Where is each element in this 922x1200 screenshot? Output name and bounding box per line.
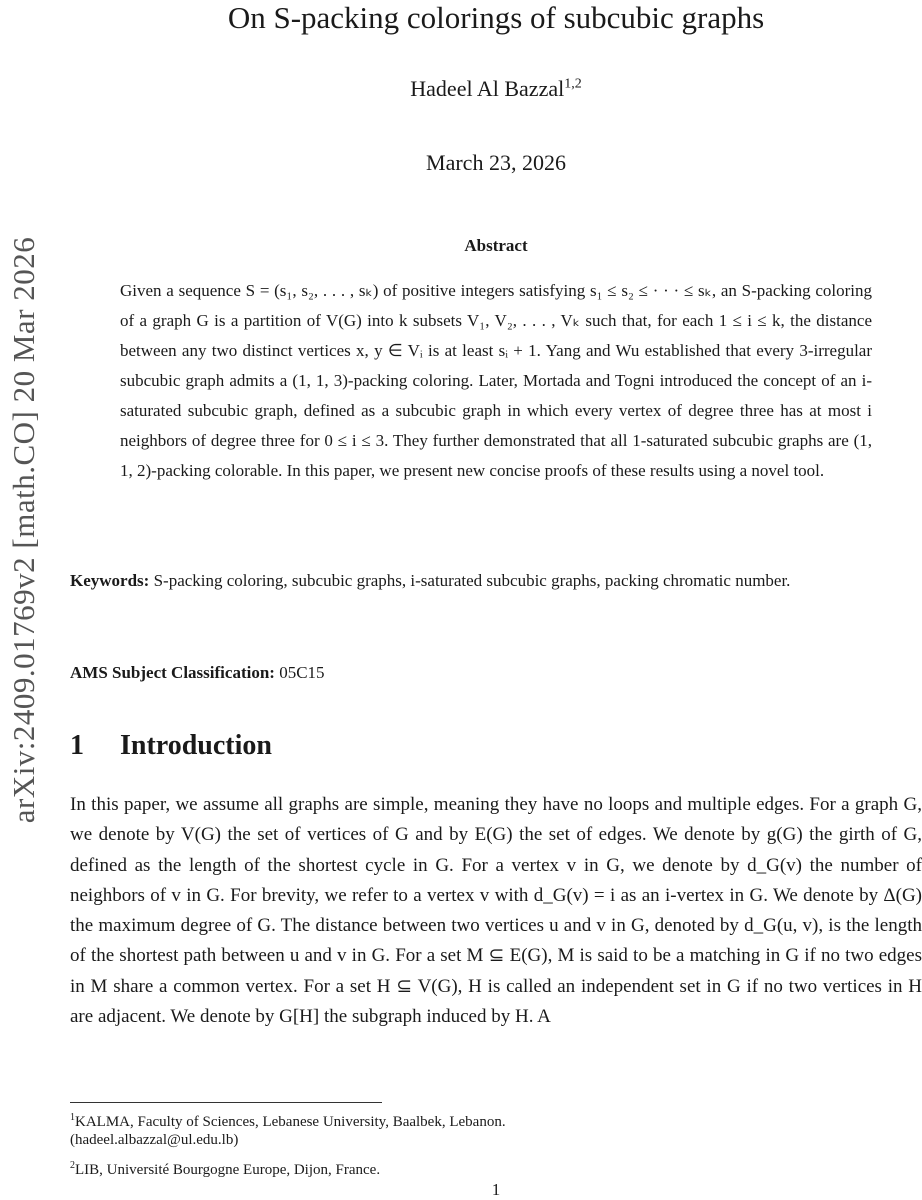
footnote-1-email: (hadeel.albazzal@ul.edu.lb) (70, 1132, 239, 1148)
author-name: Hadeel Al Bazzal (410, 76, 565, 101)
keywords-label: Keywords: (70, 571, 150, 590)
ams-label: AMS Subject Classification: (70, 663, 275, 682)
ams-classification (70, 658, 922, 688)
paper-title: On S-packing colorings of subcubic graphs (227, 0, 765, 35)
footnote-2-mark: 2 (70, 1160, 75, 1171)
footnote-1 (70, 1108, 922, 1132)
section-title: Introduction (120, 730, 272, 761)
footnote-1-text: KALMA, Faculty of Sciences, Lebanese University, Baalbek, Lebanon. (75, 1114, 506, 1130)
arxiv-side-identifier (0, 195, 48, 865)
footnote-2 (70, 1156, 922, 1180)
footnote-rule (70, 1102, 382, 1103)
footnote-2-text: LIB, Université Bourgogne Europe, Dijon, France. (75, 1162, 381, 1178)
page-number: 1 (491, 1180, 501, 1199)
author-affiliation-marks: 1,2 (564, 76, 582, 92)
keywords (70, 566, 922, 596)
abstract-heading: Abstract (464, 236, 528, 255)
section-heading (70, 730, 922, 762)
abstract-text: Given a sequence S = (s₁, s₂, . . . , sₖ) of positive integers satisfying s₁ ≤ s₂ ≤ · · · ≤ sₖ, an S-packing coloring of a graph G is a partition of V(G) into k subsets V₁, V₂, . . . , Vₖ such that, for each 1 ≤ i ≤ k, the distance between any two distinct vertices x, y ∈ Vᵢ is at least sᵢ + 1. Yang and Wu established that every 3-irregular subcubic graph admits a (1, 1, 3)-packing coloring. Later, Mortada and Togni introduced the concept of an i-saturated subcubic graph, defined as a subcubic graph in which every vertex of degree three has at most i neighbors of degree three for 0 ≤ i ≤ 3. They further demonstrated that all 1-saturated subcubic graphs are (1, 1, 2)-packing colorable. In this paper, we present new concise proofs of these results using a novel tool. (120, 281, 872, 480)
ams-value: 05C15 (279, 663, 325, 682)
author-line (70, 76, 922, 102)
arxiv-identifier-text: arXiv:2409.01769v2 [math.CO] 20 Mar 2026 (6, 236, 41, 824)
introduction-paragraph: In this paper, we assume all graphs are simple, meaning they have no loops and multiple edges. For a graph G, we denote by V(G) the set of vertices of G and by E(G) the set of edges. We denote by g(G) the girth of G, defined as the length of the shortest cycle in G. For a vertex v in G, we denote by d_G(v) the number of neighbors of v in G. For brevity, we refer to a vertex v with d_G(v) = i as an i-vertex in G. We denote by Δ(G) the maximum degree of G. The distance between two vertices u and v in G, denoted by d_G(u, v), is the length of the shortest path between u and v in G. For a set M ⊆ E(G), M is said to be a matching in G if no two edges in M share a common vertex. For a set H ⊆ V(G), H is called an independent set in G if no two vertices in H are adjacent. We denote by G[H] the subgraph induced by H. A (70, 794, 922, 1028)
footnote-1-mark: 1 (70, 1112, 75, 1123)
keywords-text: S-packing coloring, subcubic graphs, i-saturated subcubic graphs, packing chromatic number. (153, 571, 791, 590)
paper-date: March 23, 2026 (426, 150, 566, 175)
section-number: 1 (70, 730, 84, 761)
